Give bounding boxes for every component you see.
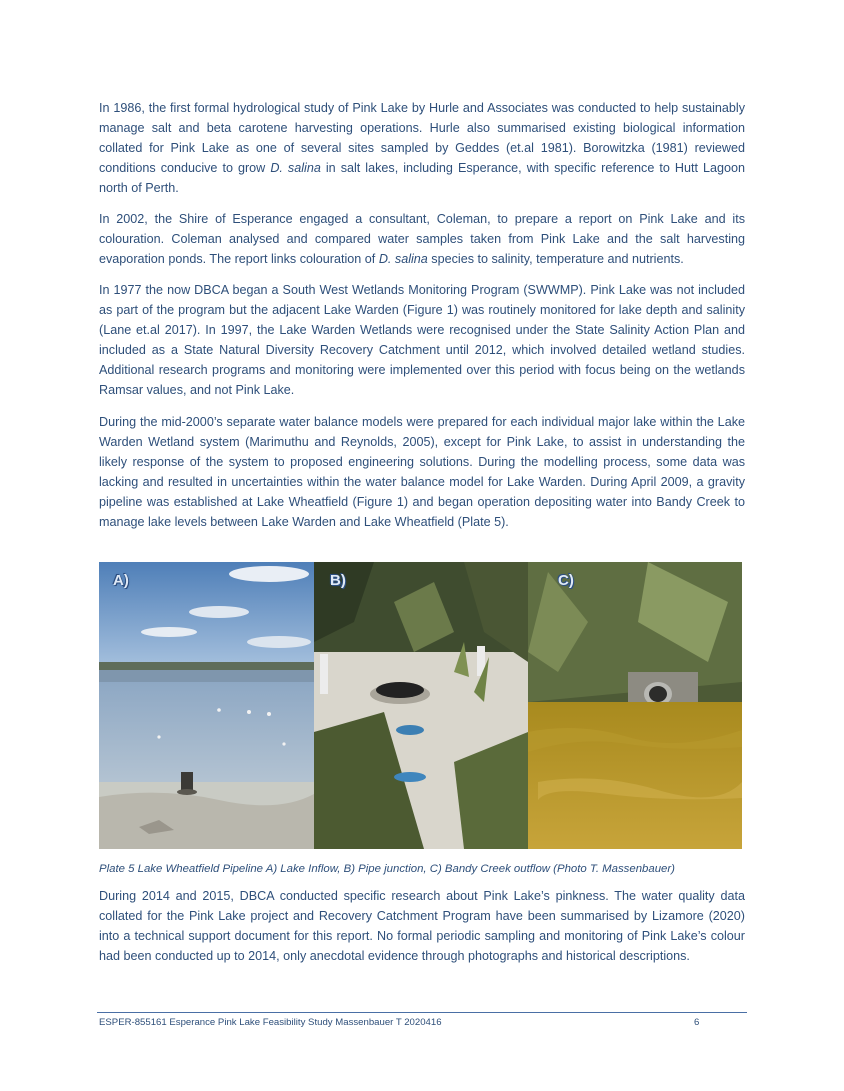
paragraph-text: species to salinity, temperature and nutrients. [427, 252, 684, 266]
photo-label-a: A) [113, 572, 129, 589]
photo-pipe-junction [314, 562, 528, 849]
species-name: D. salina [270, 161, 321, 175]
paragraph-text: In 1986, the first formal hydrological study of Pink Lake by Hurle and Associates was conducted to help sustainably manage salt and beta carotene harvesting operations. Hurle also summarised existing biological information collated for Pink Lake as one of several sites sampled by Geddes (et.al 1981). Borowitzka (1981) reviewed conditions conducive to grow [99, 101, 745, 175]
page-number: 6 [694, 1017, 700, 1028]
species-name: D. salina [378, 252, 428, 266]
plate-5-photos [99, 562, 742, 849]
paragraph-text: In 2002, the Shire of Esperance engaged a consultant, Coleman, to prepare a report on Pink Lake and its colouration. Coleman analysed and compared water samples taken from Pink Lake and the salt harvesting evaporation ponds. The report links colouration of [99, 212, 745, 266]
paragraph-hurle-study [99, 98, 745, 198]
photo-bandy-creek-outflow [528, 562, 742, 849]
paragraph-coleman-report [99, 209, 745, 269]
paragraph-text: in salt lakes, including Esperance, with specific reference to Hutt Lagoon north of Perth. [99, 161, 746, 195]
footer-divider [97, 1012, 747, 1013]
photo-label-b: B) [330, 572, 346, 589]
paragraph-water-balance: During the mid-2000’s separate water balance models were prepared for each individual major lake within the Lake Warden Wetland system (Marimuthu and Reynolds, 2005), except for Pink Lake, to assist in understanding the likely response of the system to proposed engineering solutions. During the modelling process, some data was lacking and resulted in uncertainties within the water balance model for Lake Warden. During April 2009, a gravity pipeline was established at Lake Wheatfield (Figure 1) and began operation depositing water into Bandy Creek to manage lake levels between Lake Warden and Lake Wheatfield (Plate 5). [99, 415, 745, 529]
paragraph-dbca-research: During 2014 and 2015, DBCA conducted specific research about Pink Lake’s pinkness. The water quality data collated for the Pink Lake project and Recovery Catchment Program have been summarised by Lizamore (2020) into a technical support document for this report. No formal periodic sampling and monitoring of Pink Lake’s colour had been conducted up to 2014, only anecdotal evidence through photographs and historical descriptions. [99, 889, 745, 963]
paragraph-swwmp: In 1977 the now DBCA began a South West Wetlands Monitoring Program (SWWMP). Pink Lake was not included as part of the program but the adjacent Lake Warden (Figure 1) was routinely monitored for lake depth and salinity (Lane et.al 2017). In 1997, the Lake Warden Wetlands were recognised under the State Salinity Action Plan and included as a State Natural Diversity Recovery Catchment until 2012, which involved detailed wetland studies. Additional research programs and monitoring were implemented over this period with focus being on the wetlands Ramsar values, and not Pink Lake. [99, 283, 745, 397]
footer-doc-reference: ESPER-855161 Esperance Pink Lake Feasibility Study Massenbauer T 2020416 [99, 1017, 442, 1028]
photo-lake-inflow [99, 562, 314, 849]
plate-caption: Plate 5 Lake Wheatfield Pipeline A) Lake Inflow, B) Pipe junction, C) Bandy Creek outflow (Photo T. Massenbauer) [99, 863, 675, 875]
photo-label-c: C) [558, 572, 574, 589]
